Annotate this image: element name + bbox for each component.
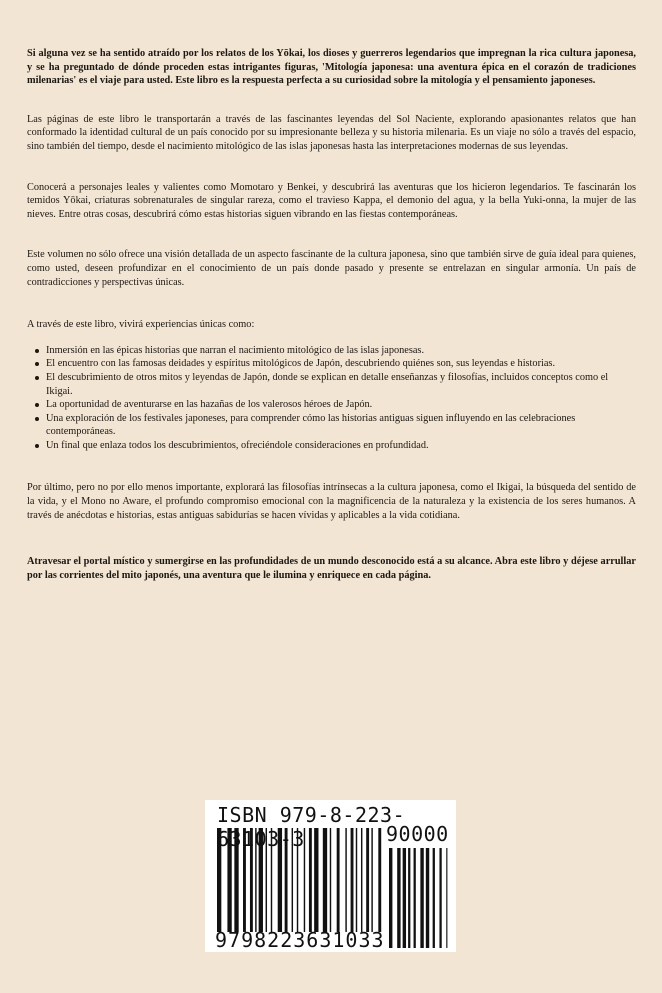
list-item: El encuentro con las famosas deidades y espíritus mitológicos de Japón, descubriendo quiénes son, sus leyendas e historias.: [35, 357, 636, 371]
barcode-bar: [227, 828, 231, 932]
barcode-bar: [351, 828, 354, 932]
barcode-bar: [371, 828, 372, 932]
barcode-bar: [389, 848, 392, 948]
barcode-bar: [292, 828, 293, 932]
price-barcode-bars: [389, 848, 449, 948]
ean-digits: 9798223631033: [215, 928, 385, 952]
barcode-bar: [266, 828, 267, 932]
list-item: Una exploración de los festivales japoneses, para comprender cómo las historias antiguas siguen influyendo en las celebraciones contemporáneas.: [35, 412, 636, 439]
barcode-bar: [403, 848, 406, 948]
barcode-bar: [309, 828, 312, 932]
experience-list: [27, 344, 636, 453]
intro-paragraph: Si alguna vez se ha sentido atraído por los relatos de los Yōkai, los dioses y guerreros legendarios que impregnan la rica cultura japonesa, y se ha preguntado de dónde proceden estas intrigantes figuras, 'Mitología japonesa: una aventura épica en el corazón de tradiciones milenarias' es el viaje para usted. Este libro es la respuesta perfecta a su curiosidad sobre la mitología y el pensamiento japoneses.: [27, 48, 636, 87]
back-cover-text: [27, 47, 636, 582]
barcode-bar: [278, 828, 282, 932]
barcode-bar: [250, 828, 253, 932]
barcode-bar: [304, 828, 305, 932]
body-paragraph: Conocerá a personajes leales y valientes como Momotaro y Benkei, y descubrirá las aventuras que los hicieron legendarios. Te fascinarán los temidos Yōkai, criaturas sobrenaturales de singular rareza, como el travieso Kappa, el demonio del agua, y la bella Yuki-onna, la mujer de las nieves. Entre otras cosas, descubrirá cómo estas historias siguen vibrando en las fiestas contemporáneas.: [27, 181, 636, 220]
ean-barcode-bars: [217, 828, 387, 932]
list-item: Un final que enlaza todos los descubrimientos, ofreciéndole consideraciones en profundidad.: [35, 439, 636, 453]
barcode-bar: [323, 828, 327, 932]
list-item: La oportunidad de aventurarse en las hazañas de los valerosos héroes de Japón.: [35, 398, 636, 412]
barcode-bar: [361, 828, 362, 932]
price-code: 90000: [386, 822, 449, 846]
closing-paragraph: Atravesar el portal místico y sumergirse en las profundidades de un mundo desconocido está a su alcance. Abra este libro y déjese arrullar por las corrientes del mito japonés, una aventura que le ilumina y enriquece en cada página.: [27, 556, 636, 581]
isbn-label: ISBN 979-8-223-6 103-3: [217, 803, 406, 851]
body-paragraph: Las páginas de este libro le transportarán a través de las fascinantes leyendas del Sol Naciente, explorando apasionantes relatos que han conformado la identidad cultural de un país conocido por su impresionante belleza y su historia milenaria. Es un viaje no sólo a través del espacio, sino también del tiempo, desde el nacimiento mitológico de las islas japonesas hasta las interpretaciones modernas de sus leyendas.: [27, 113, 636, 152]
barcode-bar: [285, 828, 288, 932]
barcode-bar: [356, 828, 357, 932]
barcode-bar: [297, 828, 298, 932]
barcode-bar: [366, 828, 369, 932]
barcode-bar: [345, 828, 346, 932]
body-paragraph: Por último, pero no por ello menos importante, explorará las filosofías intrínsecas a la cultura japonesa, como el Ikigai, la búsqueda del sentido de la vida, y el Mono no Aware, el profundo compromiso emocional con la magnificencia de la naturaleza y la existencia de los seres humanos. A través de anécdotas e historias, estas antiguas sabidurías se hacen vívidas y aplicables a la vida cotidiana.: [27, 482, 636, 521]
barcode-bar: [259, 828, 263, 932]
barcode-bar: [439, 848, 441, 948]
barcode-bar: [234, 828, 238, 932]
barcode-bar: [271, 828, 272, 932]
barcode-bar: [243, 828, 246, 932]
barcode-bar: [414, 848, 416, 948]
barcode-bar: [337, 828, 340, 932]
barcode-bar: [217, 828, 221, 932]
list-intro: A través de este libro, vivirá experiencias únicas como:: [27, 319, 255, 331]
barcode-bar: [420, 848, 423, 948]
barcode-bar: [446, 848, 447, 948]
body-paragraph: Este volumen no sólo ofrece una visión detallada de un aspecto fascinante de la cultura japonesa, sino que también sirve de guía ideal para quienes, como usted, deseen profundizar en el conocimiento de un país donde pasado y presente se entrelazan en singular armonía. Un país de contradicciones y perspectivas únicas.: [27, 249, 636, 288]
barcode-bar: [314, 828, 318, 932]
list-item: Inmersión en las épicas historias que narran el nacimiento mitológico de las islas japonesas.: [35, 344, 636, 358]
barcode-bar: [408, 848, 410, 948]
barcode-bar: [255, 828, 256, 932]
barcode-bar: [433, 848, 435, 948]
list-item: El descubrimiento de otros mitos y leyendas de Japón, donde se explican en detalle enseñanzas y filosofías, incluidos conceptos como el Ikigai.: [35, 371, 636, 398]
barcode-bar: [397, 848, 400, 948]
barcode-bar: [378, 828, 381, 932]
isbn-barcode: [205, 800, 456, 952]
barcode-bar: [330, 828, 331, 932]
barcode-bar: [426, 848, 429, 948]
